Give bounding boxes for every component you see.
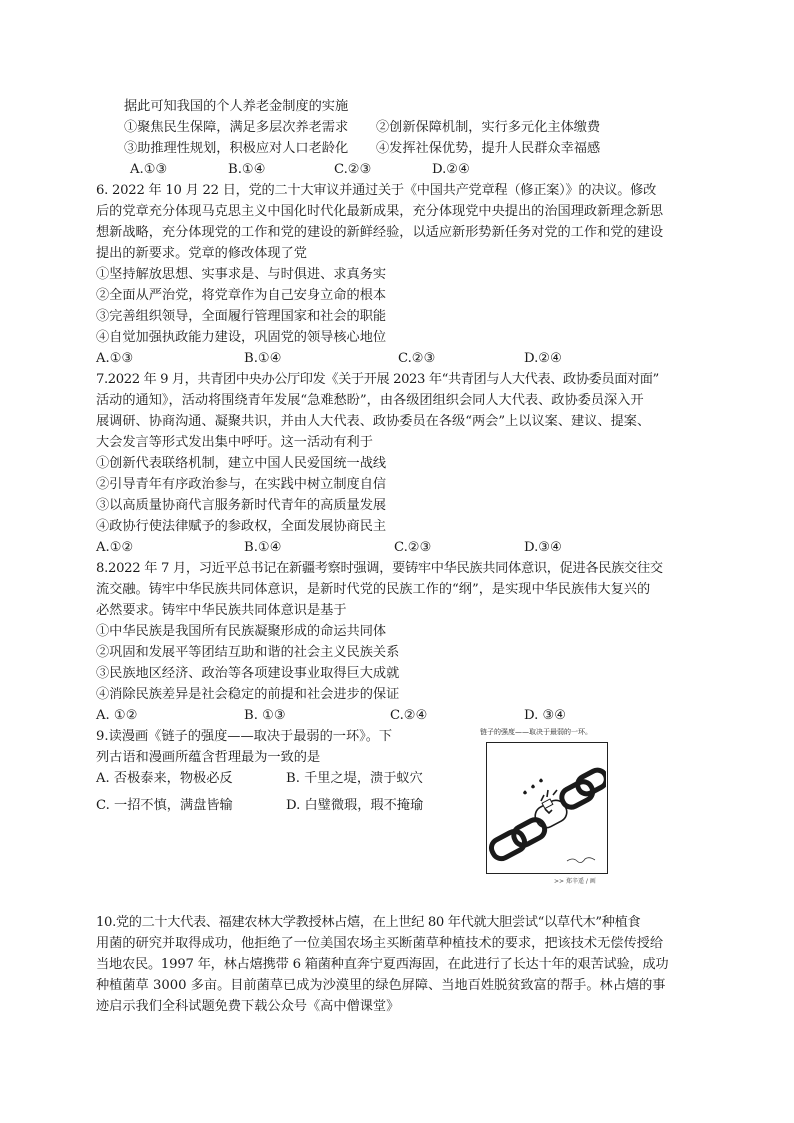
q7-item-2: ②引导青年有序政治参与，在实践中树立制度自信 <box>96 477 387 492</box>
q8-line-3: 必然要求。铸牢中华民族共同体意识是基于 <box>96 603 347 618</box>
q9-option-d: D. 白璧微瑕，瑕不掩瑜 <box>286 798 424 813</box>
option-d: D.②④ <box>432 162 470 177</box>
q7-line-3: 展调研、协商沟通、凝聚共识，并由人大代表、政协委员在各级“两会”上以议案、建议、提案、 <box>96 414 651 429</box>
q8-option-c: C.②④ <box>390 708 428 723</box>
q6-line-1: 6. 2022 年 10 月 22 日，党的二十大审议并通过关于《中国共产党章程（修正案）》的决议。修改 <box>96 183 657 198</box>
question-stem: 据此可知我国的个人养老金制度的实施 <box>124 99 349 114</box>
choice-item-3: ③助推理性规划，积极应对人口老龄化 <box>124 141 349 156</box>
cartoon-credit: >> 郑辛遥 / 画 <box>554 878 596 885</box>
option-b: B.①④ <box>228 162 266 177</box>
q9-line-2: 列古语和漫画所蕴含哲理最为一致的是 <box>96 750 321 765</box>
q10-line-2: 用菌的研究并取得成功，他拒绝了一位美国农场主买断菌草种植技术的要求，把该技术无偿传授给 <box>96 936 664 951</box>
option-c: C.②③ <box>334 162 372 177</box>
q9-option-b: B. 千里之堤，溃于蚁穴 <box>286 771 423 786</box>
q7-item-4: ④政协行使法律赋予的参政权，全面发展协商民主 <box>96 519 387 534</box>
q8-option-a: A. ①② <box>96 708 138 723</box>
q9-line-1: 9.读漫画《链子的强度——取决于最弱的一环》。下 <box>96 729 393 744</box>
q7-line-2: 活动的通知》，活动将围绕青年发展“急难愁盼”，由各级团组织会同人大代表、政协委员深入开 <box>96 393 644 408</box>
q10-line-4: 种植菌草 3000 多亩。目前菌草已成为沙漠里的绿色屏障、当地百姓脱贫致富的帮手。林占熺的事 <box>96 978 666 993</box>
q6-line-2: 后的党章充分体现马克思主义中国化时代化最新成果，充分体现党中央提出的治国理政新理念新思 <box>96 204 664 219</box>
q8-item-4: ④消除民族差异是社会稳定的前提和社会进步的保证 <box>96 687 400 702</box>
chain-cartoon <box>476 722 616 888</box>
q8-option-d: D. ③④ <box>524 708 567 723</box>
q7-option-b: B.①④ <box>244 540 282 555</box>
q8-item-3: ③民族地区经济、政治等各项建设事业取得巨大成就 <box>96 666 400 681</box>
q6-item-2: ②全面从严治党，将党章作为自己安身立命的根本 <box>96 288 387 303</box>
q6-item-3: ③完善组织领导，全面履行管理国家和社会的职能 <box>96 309 387 324</box>
cartoon-frame <box>486 742 608 874</box>
choice-item-1: ①聚焦民生保障，满足多层次养老需求 <box>124 120 349 135</box>
q6-option-d: D.②④ <box>524 351 562 366</box>
q9-option-a: A. 否极泰来，物极必反 <box>96 771 233 786</box>
q6-option-c: C.②③ <box>398 351 436 366</box>
chain-illustration <box>487 743 606 872</box>
q7-option-c: C.②③ <box>394 540 432 555</box>
q6-line-3: 想新战略，充分体现党的工作和党的建设的新鲜经验，以适应新形势新任务对党的工作和党的建设 <box>96 225 664 240</box>
q6-option-a: A.①③ <box>96 351 134 366</box>
q7-item-1: ①创新代表联络机制，建立中国人民爱国统一战线 <box>96 456 387 471</box>
q7-option-a: A.①② <box>96 540 134 555</box>
q8-item-2: ②巩固和发展平等团结互助和谐的社会主义民族关系 <box>96 645 400 660</box>
choice-item-4: ④发挥社保优势，提升人民群众幸福感 <box>376 141 601 156</box>
q9-option-c: C. 一招不慎，满盘皆输 <box>96 798 233 813</box>
q8-item-1: ①中华民族是我国所有民族凝聚形成的命运共同体 <box>96 624 387 639</box>
q7-line-1: 7.2022 年 9 月，共青团中央办公厅印发《关于开展 2023 年“共青团与人大代表、政协委员面对面” <box>96 372 659 387</box>
q6-item-4: ④自觉加强执政能力建设，巩固党的领导核心地位 <box>96 330 387 345</box>
option-a: A.①③ <box>130 162 168 177</box>
cartoon-caption: 链子的强度——取决于最弱的一环。 <box>480 728 592 736</box>
q6-item-1: ①坚持解放思想、实事求是、与时俱进、求真务实 <box>96 267 387 282</box>
q6-option-b: B.①④ <box>244 351 282 366</box>
choice-item-2: ②创新保障机制，实行多元化主体缴费 <box>376 120 601 135</box>
q8-option-b: B. ①③ <box>244 708 286 723</box>
q10-line-5: 迹启示我们全科试题免费下载公众号《高中僧课堂》 <box>96 999 400 1014</box>
q6-line-4: 提出的新要求。党章的修改体现了党 <box>96 246 307 261</box>
q8-line-2: 流交融。铸牢中华民族共同体意识，是新时代党的民族工作的“纲”，是实现中华民族伟大复兴的 <box>96 582 651 597</box>
q10-line-1: 10.党的二十大代表、福建农林大学教授林占熺，在上世纪 80 年代就大胆尝试“以草代木”种植食 <box>96 915 641 930</box>
q7-item-3: ③以高质量协商代言服务新时代青年的高质量发展 <box>96 498 387 513</box>
q10-line-3: 当地农民。1997 年，林占熺携带 6 箱菌种直奔宁夏西海固，在此进行了长达十年的艰苦试验，成功 <box>96 957 669 972</box>
q7-option-d: D.③④ <box>524 540 562 555</box>
q8-line-1: 8.2022 年 7 月，习近平总书记在新疆考察时强调，要铸牢中华民族共同体意识，促进各民族交往交 <box>96 561 663 576</box>
q7-line-4: 大会发言等形式发出集中呼吁。这一活动有利于 <box>96 435 373 450</box>
